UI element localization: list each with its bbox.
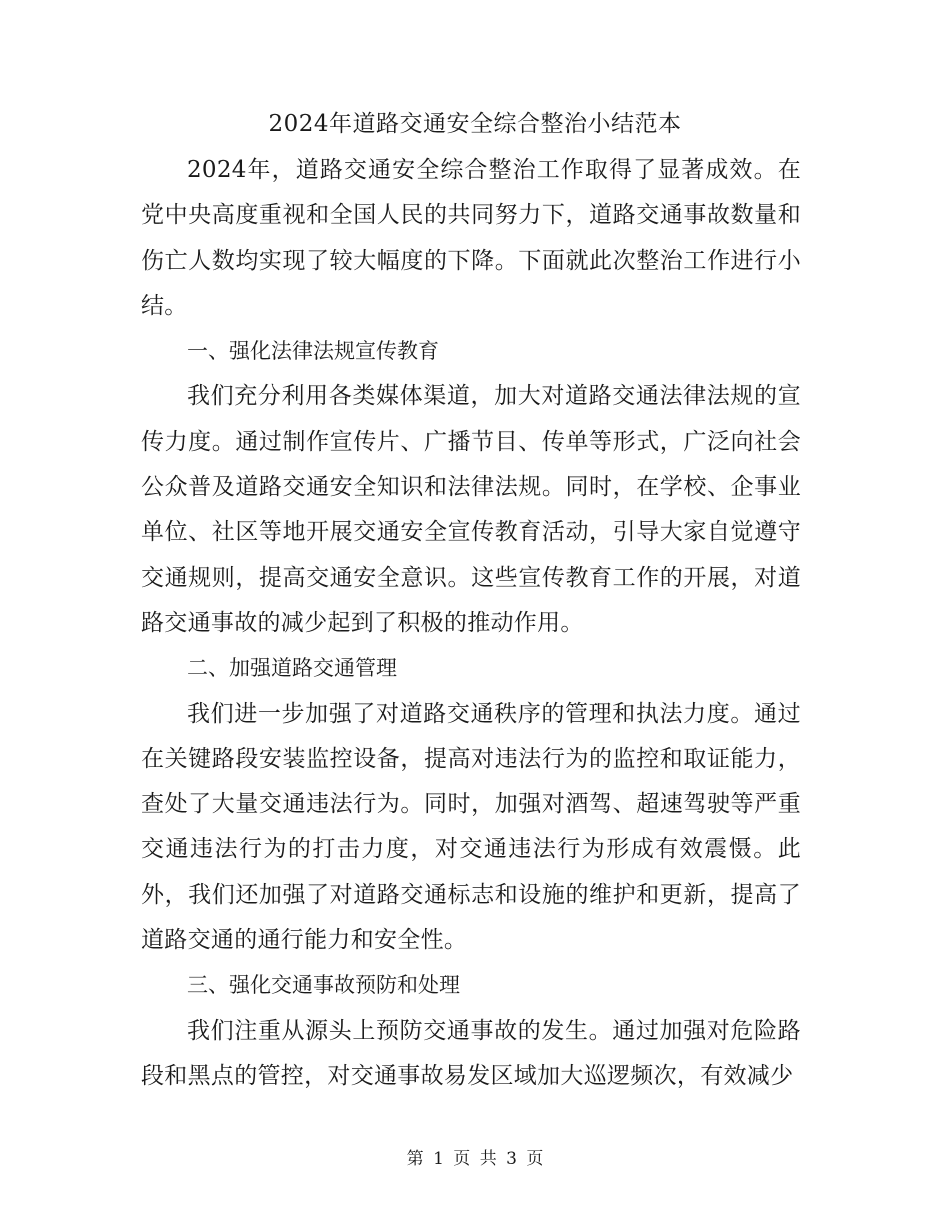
document-body <box>141 148 801 1099</box>
section-body-1: 我们充分利用各类媒体渠道，加大对道路交通法律法规的宣传力度。通过制作宣传片、广播节目、传单等形式，广泛向社会公众普及道路交通安全知识和法律法规。同时，在学校、企事业单位、社区等地开展交通安全宣传教育活动，引导大家自觉遵守交通规则，提高交通安全意识。这些宣传教育工作的开展，对道路交通事故的减少起到了积极的推动作用。 <box>141 383 801 636</box>
section-body-3: 我们注重从源头上预防交通事故的发生。通过加强对危险路段和黑点的管控，对交通事故易发区域加大巡逻频次，有效减少 <box>141 1017 801 1089</box>
document-title: 2024年道路交通安全综合整治小结范本 <box>268 111 682 137</box>
section-heading-2: 二、加强道路交通管理 <box>187 656 397 681</box>
page-number-footer: 第 1 页 共 3 页 <box>406 1149 544 1169</box>
section-body-2: 我们进一步加强了对道路交通秩序的管理和执法力度。通过在关键路段安装监控设备，提高对违法行为的监控和取证能力，查处了大量交通违法行为。同时，加强对酒驾、超速驾驶等严重交通违法行为的打击力度，对交通违法行为形成有效震慑。此外，我们还加强了对道路交通标志和设施的维护和更新，提高了道路交通的通行能力和安全性。 <box>141 700 801 954</box>
intro-paragraph: 2024年，道路交通安全综合整治工作取得了显著成效。在党中央高度重视和全国人民的共同努力下，道路交通事故数量和伤亡人数均实现了较大幅度的下降。下面就此次整治工作进行小结。 <box>141 157 801 319</box>
section-heading-3: 三、强化交通事故预防和处理 <box>187 973 460 998</box>
section-heading-1: 一、强化法律法规宣传教育 <box>187 339 439 364</box>
